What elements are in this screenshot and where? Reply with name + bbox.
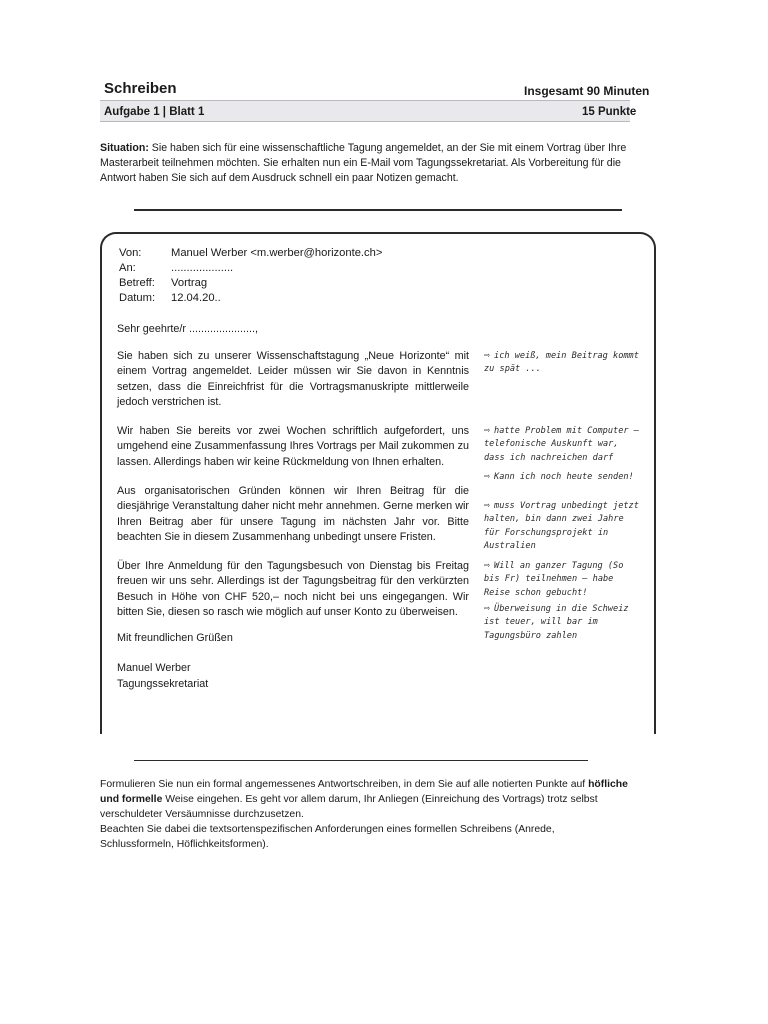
closing: Mit freundlichen Grüßen — [117, 632, 233, 644]
arrow-icon: ⇨ — [484, 603, 491, 614]
divider-bottom — [134, 760, 588, 761]
from-label: Von: — [119, 247, 142, 259]
sender-dept: Tagungssekretariat — [117, 678, 209, 690]
note-item: ⇨ Will an ganzer Tagung (So bis Fr) teilnehmen – habe Reise schon gebucht! — [484, 560, 624, 598]
sender-name: Manuel Werber — [117, 662, 191, 674]
date-label: Datum: — [119, 292, 156, 304]
email-date-row — [119, 291, 221, 306]
date-value: 12.04.20.. — [171, 292, 221, 304]
subject-label: Betreff: — [119, 277, 155, 289]
email-paragraph: Aus organisatorischen Gründen können wir Ihren Beitrag für die diesjährige Veranstaltung daher nicht mehr annehmen. Gerne merken wir Ihren Beitrag aber für unsere Tagung im nächsten Jahr vor. Bitte beachten Sie in diesem Zusammenhang unbedingt unsere Fristen. — [117, 485, 469, 544]
email-to-row — [119, 261, 233, 276]
email-paragraph: Über Ihre Anmeldung für den Tagungsbesuch von Dienstag bis Freitag freuen wir uns sehr. Allerdings ist der Tagungsbeitrag für den verkürzten Besuch in Höhe von CHF 520,– noch nicht bei uns eingegangen. Wir bitten Sie, diesen so rasch wie möglich auf unser Konto zu überweisen. — [117, 560, 469, 619]
points-label: 15 Punkte — [582, 106, 637, 118]
situation-body: Sie haben sich für eine wissenschaftliche Tagung angemeldet, an der Sie mit einem Vortrag über Ihre Masterarbeit teilnehmen möchten. Sie erhalten nun ein E-Mail vom Tagungssekretariat. Als Vorbereitung für die Antwort haben Sie sich auf dem Ausdruck schnell ein paar Notizen gemacht. — [100, 142, 627, 184]
situation-text — [100, 141, 636, 186]
salutation: Sehr geehrte/r ......................, — [117, 323, 259, 335]
page-title: Schreiben — [104, 80, 177, 97]
arrow-icon: ⇨ — [484, 500, 491, 511]
instructions — [100, 777, 630, 852]
arrow-icon: ⇨ — [484, 350, 491, 361]
note-item: ⇨ ich weiß, mein Beitrag kommt zu spät ... — [484, 350, 639, 375]
divider-top — [134, 209, 622, 211]
arrow-icon: ⇨ — [484, 471, 491, 482]
subject-value: Vortrag — [171, 277, 208, 289]
arrow-icon: ⇨ — [484, 425, 491, 436]
email-paragraph: Wir haben Sie bereits vor zwei Wochen schriftlich aufgefordert, uns umgehend eine Zusammenfassung Ihres Vortrags per Mail zukommen zu lassen. Allerdings haben wir keine Rückmeldung von Ihnen erhalten. — [117, 425, 469, 468]
arrow-icon: ⇨ — [484, 560, 491, 571]
email-from-row — [119, 246, 382, 261]
note-item: ⇨ hatte Problem mit Computer – telefonische Auskunft war, dass ich nachreichen darf — [484, 425, 639, 463]
to-label: An: — [119, 262, 136, 274]
email-paragraph: Sie haben sich zu unserer Wissenschaftstagung „Neue Horizonte“ mit einem Vortrag angemeldet. Leider müssen wir Sie davon in Kenntnis setzen, dass die Einreichfrist für die Vortragsmanuskripte mittlerweile jedoch verstrichen ist. — [117, 350, 469, 409]
note-item: ⇨ Überweisung in die Schweiz ist teuer, will bar im Tagungsbüro zahlen — [484, 603, 629, 641]
note-item: ⇨ muss Vortrag unbedingt jetzt halten, bin dann zwei Jahre für Forschungsprojekt in Australien — [484, 500, 639, 552]
situation-label: Situation: — [100, 142, 149, 154]
from-value: Manuel Werber <m.werber@horizonte.ch> — [171, 247, 383, 259]
note-item: ⇨ Kann ich noch heute senden! — [484, 471, 634, 482]
to-value: .................... — [171, 262, 234, 274]
instructions-paragraph-1: Formulieren Sie nun ein formal angemessenes Antwortschreiben, in dem Sie auf alle notierten Punkte auf höfliche und formelle Weise eingehen. Es geht vor allem darum, Ihr Anliegen (Einreichung des Vortrags) trotz selbst verschuldeter Versäumnisse durchzusetzen. — [100, 779, 628, 820]
total-time: Insgesamt 90 Minuten — [524, 84, 650, 98]
instructions-paragraph-2: Beachten Sie dabei die textsortenspezifischen Anforderungen eines formellen Schreibens (Anrede, Schlussformeln, Höflichkeitsformen). — [100, 824, 555, 850]
task-label: Aufgabe 1 | Blatt 1 — [104, 106, 205, 118]
email-subject-row — [119, 276, 207, 291]
